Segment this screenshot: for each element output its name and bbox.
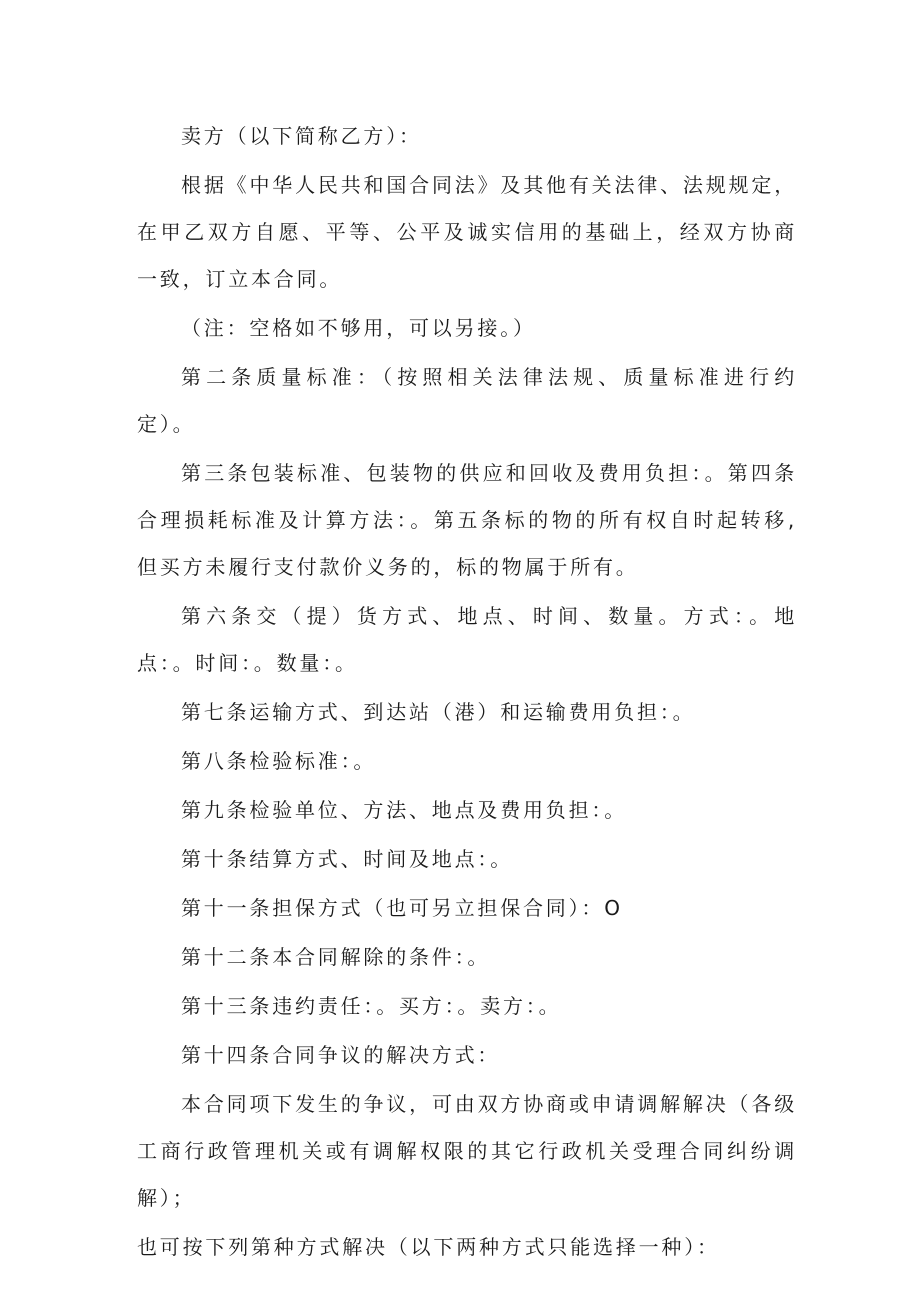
paragraph-article-13: 第十三条违约责任：。买方：。卖方：。 bbox=[181, 994, 562, 1018]
paragraph-dispute-options: 也可按下列第种方式解决（以下两种方式只能选择一种）： bbox=[137, 1235, 720, 1259]
paragraph-article-12: 第十二条本合同解除的条件：。 bbox=[181, 945, 491, 969]
paragraph-note: （注：空格如不够用，可以另接。） bbox=[181, 316, 536, 340]
paragraph-seller: 卖方（以下简称乙方）： bbox=[181, 124, 422, 148]
paragraph-preamble: 根据《中华人民共和国合同法》及其他有关法律、法规规定，在甲乙双方自愿、平等、公平及诚实信用的基础上，经双方协商一致，订立本合同。 bbox=[137, 173, 797, 291]
paragraph-article-7: 第七条运输方式、到达站（港）和运输费用负担：。 bbox=[181, 700, 696, 724]
paragraph-article-11: 第十一条担保方式（也可另立担保合同）：O bbox=[181, 896, 623, 920]
paragraph-article-6: 第六条交（提）货方式、地点、时间、数量。方式：。地点：。时间：。数量：。 bbox=[137, 604, 797, 675]
paragraph-dispute-mediation: 本合同项下发生的争议，可由双方协商或申请调解解决（各级工商行政管理机关或有调解权限的其它行政机关受理合同纠纷调解）； bbox=[137, 1092, 797, 1210]
paragraph-article-10: 第十条结算方式、时间及地点：。 bbox=[181, 847, 513, 871]
paragraph-article-9: 第九条检验单位、方法、地点及费用负担：。 bbox=[181, 798, 627, 822]
paragraph-article-14: 第十四条合同争议的解决方式： bbox=[181, 1043, 501, 1067]
document-body bbox=[137, 113, 797, 1273]
paragraph-article-2: 第二条质量标准：（按照相关法律法规、质量标准进行约定）。 bbox=[137, 365, 797, 436]
paragraph-article-8: 第八条检验标准：。 bbox=[181, 749, 377, 773]
paragraph-article-3-5: 第三条包装标准、包装物的供应和回收及费用负担：。第四条合理损耗标准及计算方法：。第五条标的物的所有权自时起转移,但买方未履行支付款价义务的，标的物属于所有。 bbox=[137, 461, 797, 579]
